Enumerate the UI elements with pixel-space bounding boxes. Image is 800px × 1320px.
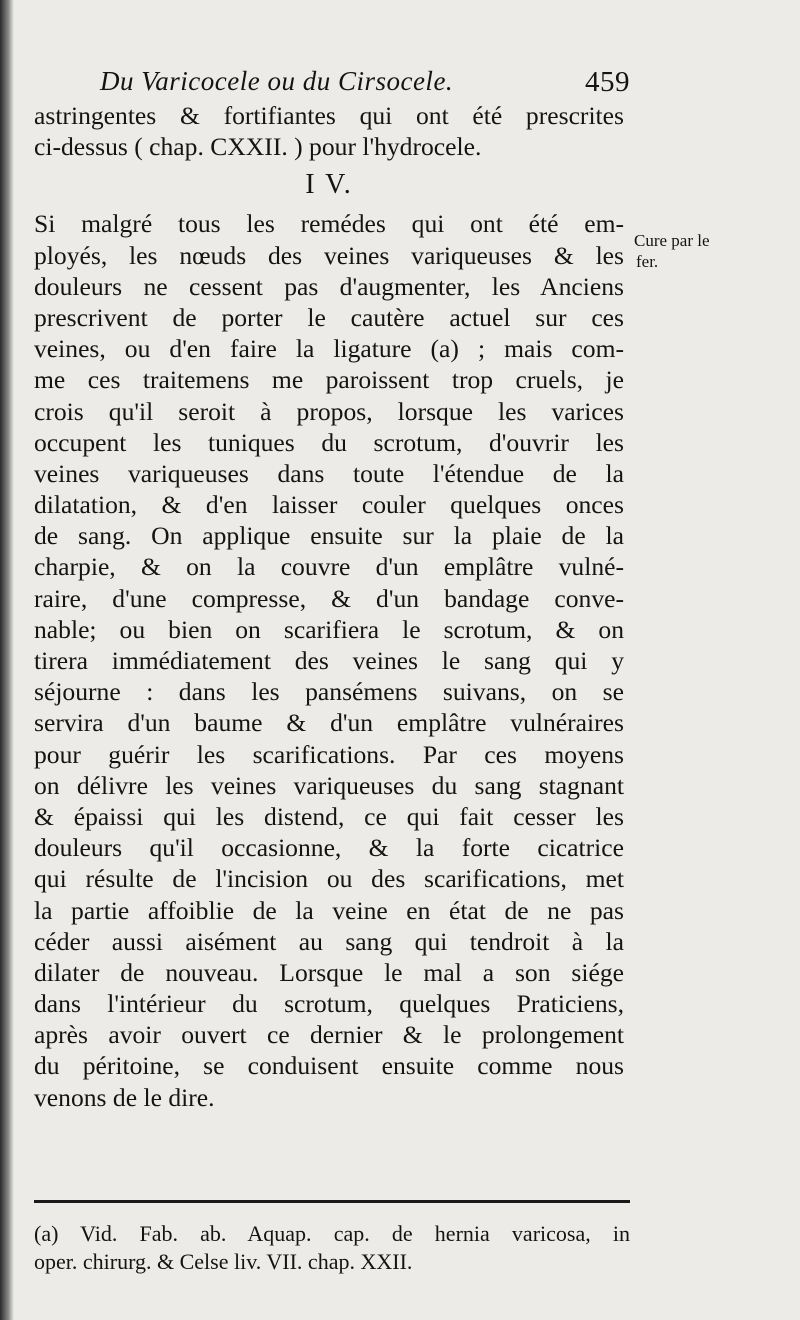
page-number: 459 xyxy=(585,66,630,98)
text-line: raire, d'une compresse, & d'un bandage conve- xyxy=(34,583,624,613)
text-line: veines variqueuses dans toute l'étendue de la xyxy=(34,458,624,488)
text-line: charpie, & on la couvre d'un emplâtre vulné- xyxy=(34,552,624,582)
text-line: céder aussi aisément au sang qui tendroit à la xyxy=(34,926,624,956)
text-line: dilater de nouveau. Lorsque le mal a son siége xyxy=(34,957,624,987)
running-header xyxy=(100,66,630,102)
text-line: on délivre les veines variqueuses du sang stagnant xyxy=(34,770,624,800)
margin-note-line: fer. xyxy=(636,252,659,271)
text-line: venons de le dire. xyxy=(34,1082,215,1112)
text-line: astringentes & fortifiantes qui ont été prescrites xyxy=(34,101,624,130)
text-line: occupent les tuniques du scrotum, d'ouvrir les xyxy=(34,427,624,457)
text-line: prescrivent de porter le cautère actuel sur ces xyxy=(34,302,624,332)
text-line: la partie affoiblie de la veine en état de ne pas xyxy=(34,895,624,925)
text-line: crois qu'il seroit à propos, lorsque les varices xyxy=(34,396,624,426)
text-line: ployés, les nœuds des veines variqueuses & les xyxy=(34,240,624,270)
text-line: qui résulte de l'incision ou des scarifications, met xyxy=(34,864,624,894)
text-line: du péritoine, se conduisent ensuite comme nous xyxy=(34,1051,624,1081)
text-line: veines, ou d'en faire la ligature (a) ; mais com- xyxy=(34,334,624,364)
body-text xyxy=(34,100,624,1113)
footnote-line: oper. chirurg. & Celse liv. VII. chap. XXII. xyxy=(34,1249,413,1274)
text-line: douleurs qu'il occasionne, & la forte cicatrice xyxy=(34,833,624,863)
text-line: dilatation, & d'en laisser couler quelques onces xyxy=(34,490,624,520)
text-line: séjourne : dans les pansémens suivans, on se xyxy=(34,677,624,707)
text-line: & épaissi qui les distend, ce qui fait cesser les xyxy=(34,801,624,831)
text-line: de sang. On applique ensuite sur la plaie de la xyxy=(34,521,624,551)
footnote-rule xyxy=(34,1200,630,1203)
text-line: pour guérir les scarifications. Par ces moyens xyxy=(34,739,624,769)
section-heading: I V. xyxy=(305,169,353,201)
text-line: Si malgré tous les remédes qui ont été em- xyxy=(34,209,624,239)
footnote-line: (a) Vid. Fab. ab. Aquap. cap. de hernia varicosa, in xyxy=(34,1221,630,1246)
footnote xyxy=(34,1220,630,1276)
margin-note xyxy=(634,230,774,272)
text-line: me ces traitemens me paroissent trop cruels, je xyxy=(34,365,624,395)
text-line: après avoir ouvert ce dernier & le prolongement xyxy=(34,1020,624,1050)
text-line: dans l'intérieur du scrotum, quelques Praticiens, xyxy=(34,989,624,1019)
text-line: douleurs ne cessent pas d'augmenter, les Anciens xyxy=(34,271,624,301)
margin-note-line: Cure par le xyxy=(634,231,710,250)
text-line: tirera immédiatement des veines le sang qui y xyxy=(34,646,624,675)
running-title: Du Varicocele ou du Cirsocele. xyxy=(100,66,454,96)
text-line: nable; ou bien on scarifiera le scrotum, & on xyxy=(34,614,624,644)
page-binding-shadow xyxy=(0,0,14,1320)
text-line: ci-dessus ( chap. CXXII. ) pour l'hydrocele. xyxy=(34,132,482,162)
text-line: servira d'un baume & d'un emplâtre vulnéraires xyxy=(34,708,624,738)
